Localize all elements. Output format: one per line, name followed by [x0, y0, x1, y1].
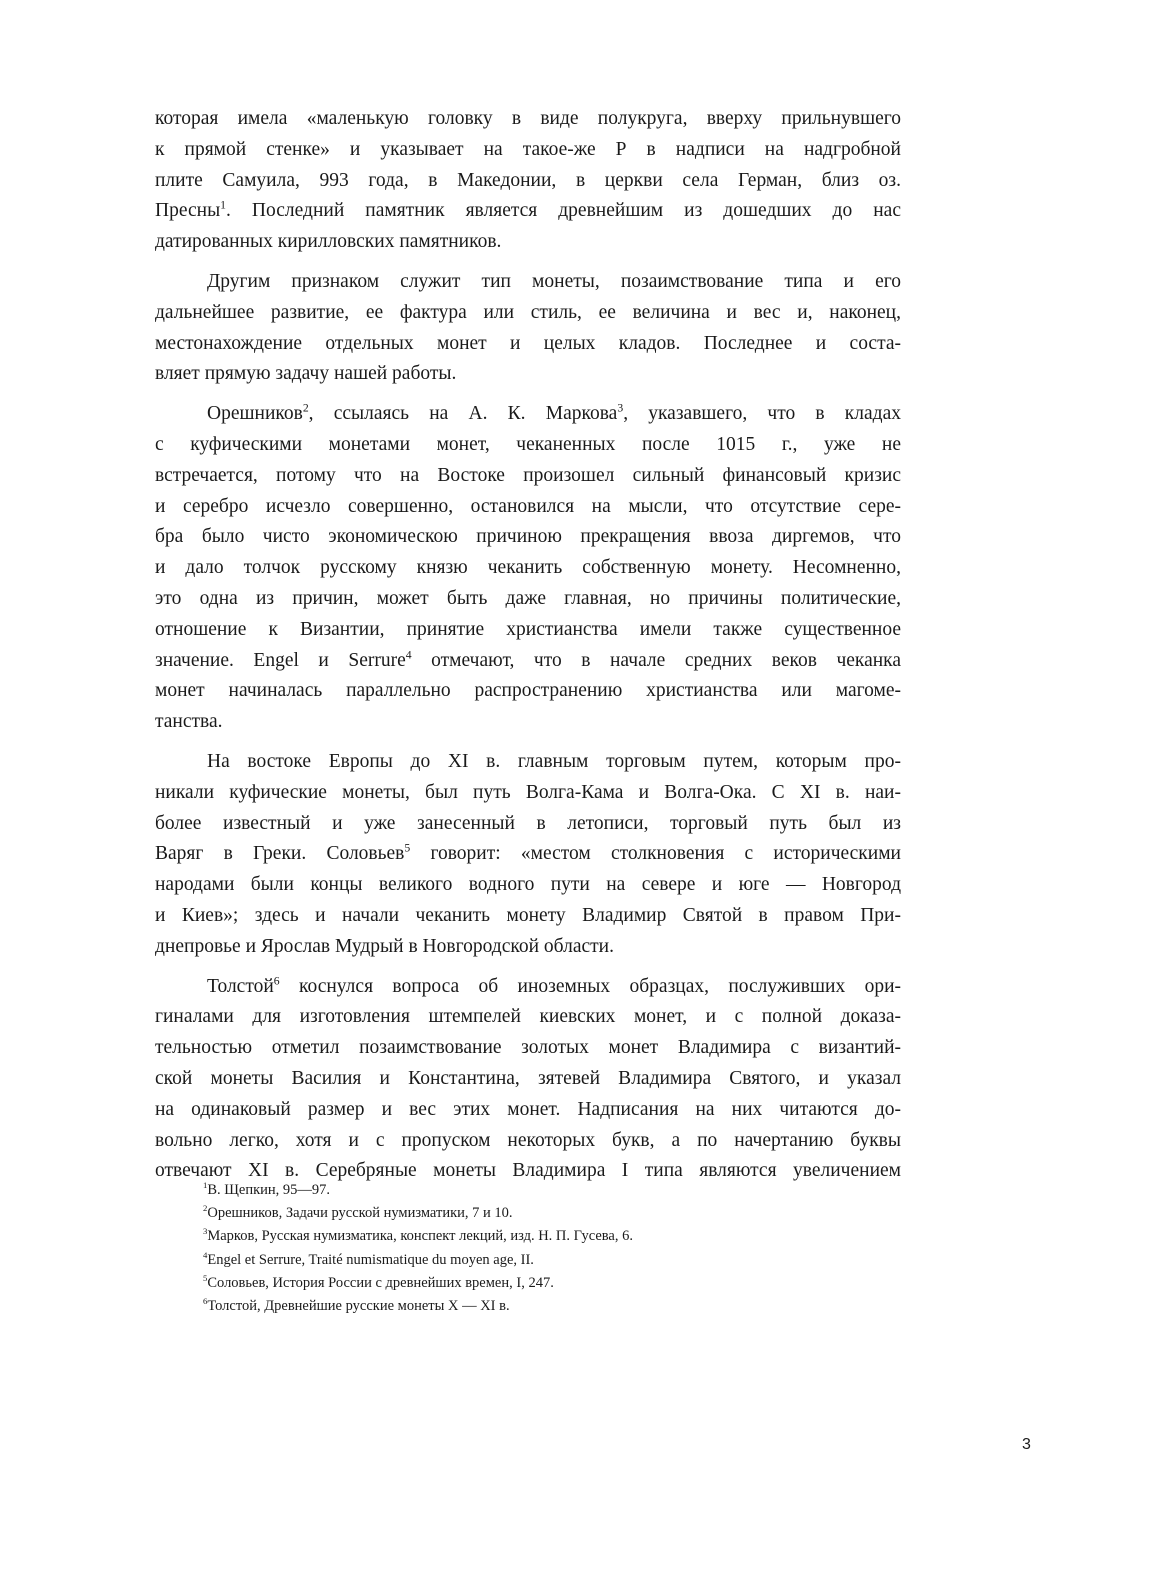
footnote-text: В. Щепкин, 95—97.	[207, 1182, 331, 1198]
footnote-text: Марков, Русская нумизматика, конспект лекций, изд. Н. П. Гусева, 6.	[207, 1228, 633, 1245]
text-segment: отмечают, что в начале средних веков чеканка	[411, 649, 902, 671]
main-text	[155, 104, 901, 1187]
text-line: встречается, потому что на Востоке произошел сильный финансовый кризис	[155, 464, 901, 486]
footnotes	[203, 1179, 903, 1318]
text-line: на одинаковый размер и вес этих монет. Надписания на них читаются до-	[155, 1098, 901, 1120]
footnote-number: 4	[203, 1249, 208, 1260]
text-segment: значение. Engel и Serrure	[155, 649, 406, 671]
text-line	[155, 972, 901, 1003]
footnote-number: 6	[203, 1296, 208, 1307]
footnote	[203, 1295, 903, 1318]
text-line: и Киев»; здесь и начали чеканить монету Владимир Святой в правом При-	[155, 904, 901, 926]
footnote	[203, 1272, 903, 1295]
footnote-ref-4: 4	[405, 648, 412, 662]
text-line: это одна из причин, может быть даже главная, но причины политические,	[155, 587, 901, 609]
footnote-ref-6: 6	[273, 974, 280, 988]
text-line: бра было чисто экономическою причиною прекращения ввоза диргемов, что	[155, 526, 901, 548]
text-line: народами были концы великого водного пути на севере и юге — Новгород	[155, 874, 901, 896]
footnote	[203, 1249, 903, 1272]
text-line: Другим признаком служит тип монеты, позаимствование типа и его	[207, 270, 901, 292]
text-line: никали куфические монеты, был путь Волга-Кама и Волга-Ока. С XI в. наи-	[155, 781, 901, 803]
text-segment: Пресны	[155, 200, 221, 222]
text-segment: , ссылаясь на А. К. Маркова	[308, 403, 618, 425]
text-line: ской монеты Василия и Константина, зятевей Владимира Святого, и указал	[155, 1067, 901, 1089]
text-segment: Толстой	[207, 975, 274, 997]
text-line	[155, 196, 901, 227]
text-line: вольно легко, хотя и с пропуском некоторых букв, а по начертанию буквы	[155, 1129, 901, 1151]
text-line: отвечают XI в. Серебряные монеты Владимира I типа являются увеличением	[155, 1160, 901, 1182]
text-line: монет начиналась параллельно распространению христианства или магоме-	[155, 680, 901, 702]
text-line: более известный и уже занесенный в летописи, торговый путь был из	[155, 812, 901, 834]
footnote-text: Соловьев, История России с древнейших времен, I, 247.	[207, 1274, 554, 1291]
text-line: тельностью отметил позаимствование золотых монет Владимира с византий-	[155, 1037, 901, 1059]
footnote-ref-3: 3	[617, 401, 624, 415]
paragraph-3	[155, 399, 901, 738]
paragraph-2	[155, 267, 901, 390]
footnote-number: 1	[203, 1180, 208, 1191]
footnote	[203, 1179, 903, 1202]
text-line: местонахождение отдельных монет и целых кладов. Последнее и соста-	[155, 332, 901, 354]
text-segment: , указавшего, что в кладах	[623, 403, 901, 425]
text-line: с куфическими монетами монет, чеканенных после 1015 г., уже не	[155, 433, 901, 455]
paragraph-1	[155, 104, 901, 258]
text-line	[155, 646, 901, 677]
text-segment: говорит: «местом столкновения с историческими	[410, 843, 901, 865]
text-line: танства.	[155, 711, 223, 733]
text-line: На востоке Европы до XI в. главным торговым путем, которым про-	[207, 750, 901, 772]
text-line: которая имела «маленькую головку в виде полукруга, вверху прильнувшего	[155, 108, 901, 129]
footnote-text: Орешников, Задачи русской нумизматики, 7 и 10.	[207, 1205, 513, 1222]
footnote-ref-5: 5	[404, 841, 411, 855]
footnote	[203, 1225, 903, 1248]
text-segment: Варяг в Греки. Соловьев	[155, 843, 405, 865]
text-line	[155, 399, 901, 430]
footnote	[203, 1202, 903, 1225]
text-segment: Орешников	[207, 403, 303, 425]
text-line: к прямой стенке» и указывает на такое-же Р в надписи на надгробной	[155, 138, 901, 160]
text-segment: коснулся вопроса об иноземных образцах, послуживших ори-	[279, 975, 901, 997]
text-line: и серебро исчезло совершенно, остановился на мысли, что отсутствие сере-	[155, 495, 901, 517]
text-line: плите Самуила, 993 года, в Македонии, в церкви села Герман, близ оз.	[155, 169, 901, 191]
text-line: дальнейшее развитие, ее фактура или стиль, ее величина и вес и, наконец,	[155, 301, 901, 323]
text-segment: . Последний памятник является древнейшим из дошедших до нас	[226, 200, 901, 222]
text-line	[155, 839, 901, 870]
text-line: гиналами для изготовления штемпелей киевских монет, и с полной доказа-	[155, 1006, 901, 1028]
text-line: и дало толчок русскому князю чеканить собственную монету. Несомненно,	[155, 557, 901, 579]
text-line: днепровье и Ярослав Мудрый в Новгородской области.	[155, 935, 614, 957]
footnote-text: Engel et Serrure, Traité numismatique du moyen age, II.	[207, 1251, 534, 1268]
footnote-number: 2	[203, 1203, 208, 1214]
text-line: отношение к Византии, принятие христианства имели также существенное	[155, 618, 901, 640]
footnote-number: 3	[203, 1226, 208, 1237]
text-line: датированных кирилловских памятников.	[155, 231, 502, 253]
footnote-text: Толстой, Древнейшие русские монеты X — XI в.	[207, 1297, 510, 1314]
footnote-ref-2: 2	[302, 401, 309, 415]
page-number: 3	[1022, 1436, 1031, 1453]
text-line: вляет прямую задачу нашей работы.	[155, 363, 457, 385]
paragraph-4	[155, 747, 901, 963]
footnote-ref-1: 1	[220, 198, 227, 212]
footnote-number: 5	[203, 1272, 208, 1283]
